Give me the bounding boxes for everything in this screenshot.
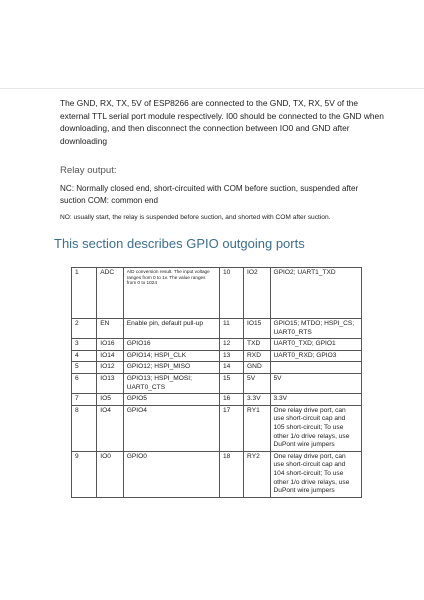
pin-name: 3.3V: [244, 394, 270, 406]
pin-number: 12: [219, 339, 243, 351]
pin-function: GPIO2; UART1_TXD: [270, 268, 361, 319]
pin-name: RY2: [244, 451, 270, 497]
table-row: [72, 362, 362, 374]
pin-name: IO2: [244, 268, 270, 319]
pin-name: EN: [97, 319, 123, 339]
pin-name: 5V: [244, 373, 270, 393]
gpio-table: [71, 267, 362, 498]
pin-function: GPIO5: [123, 394, 219, 406]
pin-function: UART0_TXD; GPIO1: [270, 339, 361, 351]
pin-number: 15: [219, 373, 243, 393]
pin-number: 17: [219, 405, 243, 451]
pin-number: 4: [72, 350, 97, 362]
intro-paragraph: The GND, RX, TX, 5V of ESP8266 are connected to the GND, TX, RX, 5V of the external TTL serial port module respectively. I00 should be connected to the GND when downloading, and then disconnect the connection between IO0 and GND after downloading: [60, 98, 384, 146]
pin-function: GPIO14; HSPI_CLK: [123, 350, 219, 362]
table-row: [72, 350, 362, 362]
pin-function: GPIO4: [123, 405, 219, 451]
pin-function: One relay drive port, can use short-circuit cap and 105 short-circuit; To use other 1/o drive relays, use DuPont wire jumpers: [270, 405, 361, 451]
no-description: NO: usually start, the relay is suspended before suction, and shorted with COM after suction.: [60, 214, 331, 221]
pin-name: IO0: [97, 451, 123, 497]
pin-name: ADC: [97, 268, 123, 319]
top-divider: [0, 88, 424, 89]
pin-name: GND: [244, 362, 270, 374]
pin-name: IO13: [97, 373, 123, 393]
pin-number: 1: [72, 268, 97, 319]
table-row: [72, 373, 362, 393]
pin-number: 7: [72, 394, 97, 406]
table-row: [72, 339, 362, 351]
pin-number: 6: [72, 373, 97, 393]
pin-name: IO15: [244, 319, 270, 339]
pin-number: 8: [72, 405, 97, 451]
pin-function: GPIO13; HSPI_MOSI; UART0_CTS: [123, 373, 219, 393]
section-heading: This section describes GPIO outgoing ports: [54, 236, 305, 251]
pin-number: 3: [72, 339, 97, 351]
table-row: [72, 405, 362, 451]
pin-function: GPIO12; HSPI_MISO: [123, 362, 219, 374]
table-row: [72, 268, 362, 319]
pin-function: Enable pin, default pull-up: [123, 319, 219, 339]
pin-function: UART0_RXD; GPIO3: [270, 350, 361, 362]
pin-number: 18: [219, 451, 243, 497]
pin-number: 2: [72, 319, 97, 339]
pin-name: IO4: [97, 405, 123, 451]
pin-function: 3.3V: [270, 394, 361, 406]
pin-function: A/D conversion result. The input voltage ranges from 0 to 1v. The value ranges from 0 to 1024: [123, 268, 219, 319]
nc-description: NC: Normally closed end, short-circuited with COM before suction, suspended after suction COM: common end: [60, 184, 359, 205]
pin-function: GPIO16: [123, 339, 219, 351]
pin-number: 16: [219, 394, 243, 406]
pin-name: IO16: [97, 339, 123, 351]
table-row: [72, 394, 362, 406]
table-row: [72, 319, 362, 339]
pin-name: IO14: [97, 350, 123, 362]
pin-function: GPIO0: [123, 451, 219, 497]
pin-number: 13: [219, 350, 243, 362]
relay-output-title: Relay output:: [60, 165, 117, 176]
pin-name: IO12: [97, 362, 123, 374]
pin-number: 14: [219, 362, 243, 374]
table-row: [72, 451, 362, 497]
pin-name: TXD: [244, 339, 270, 351]
pin-function: One relay drive port, can use short-circuit cap and 104 short-circuit; To use other 1/o drive relays, use DuPont wire jumpers: [270, 451, 361, 497]
pin-function: GPIO15; MTDO; HSPI_CS; UART0_RTS: [270, 319, 361, 339]
pin-number: 10: [219, 268, 243, 319]
pin-number: 9: [72, 451, 97, 497]
pin-name: RY1: [244, 405, 270, 451]
pin-function: [270, 362, 361, 374]
pin-name: IO5: [97, 394, 123, 406]
pin-function: 5V: [270, 373, 361, 393]
pin-number: 5: [72, 362, 97, 374]
pin-name: RXD: [244, 350, 270, 362]
pin-number: 11: [219, 319, 243, 339]
